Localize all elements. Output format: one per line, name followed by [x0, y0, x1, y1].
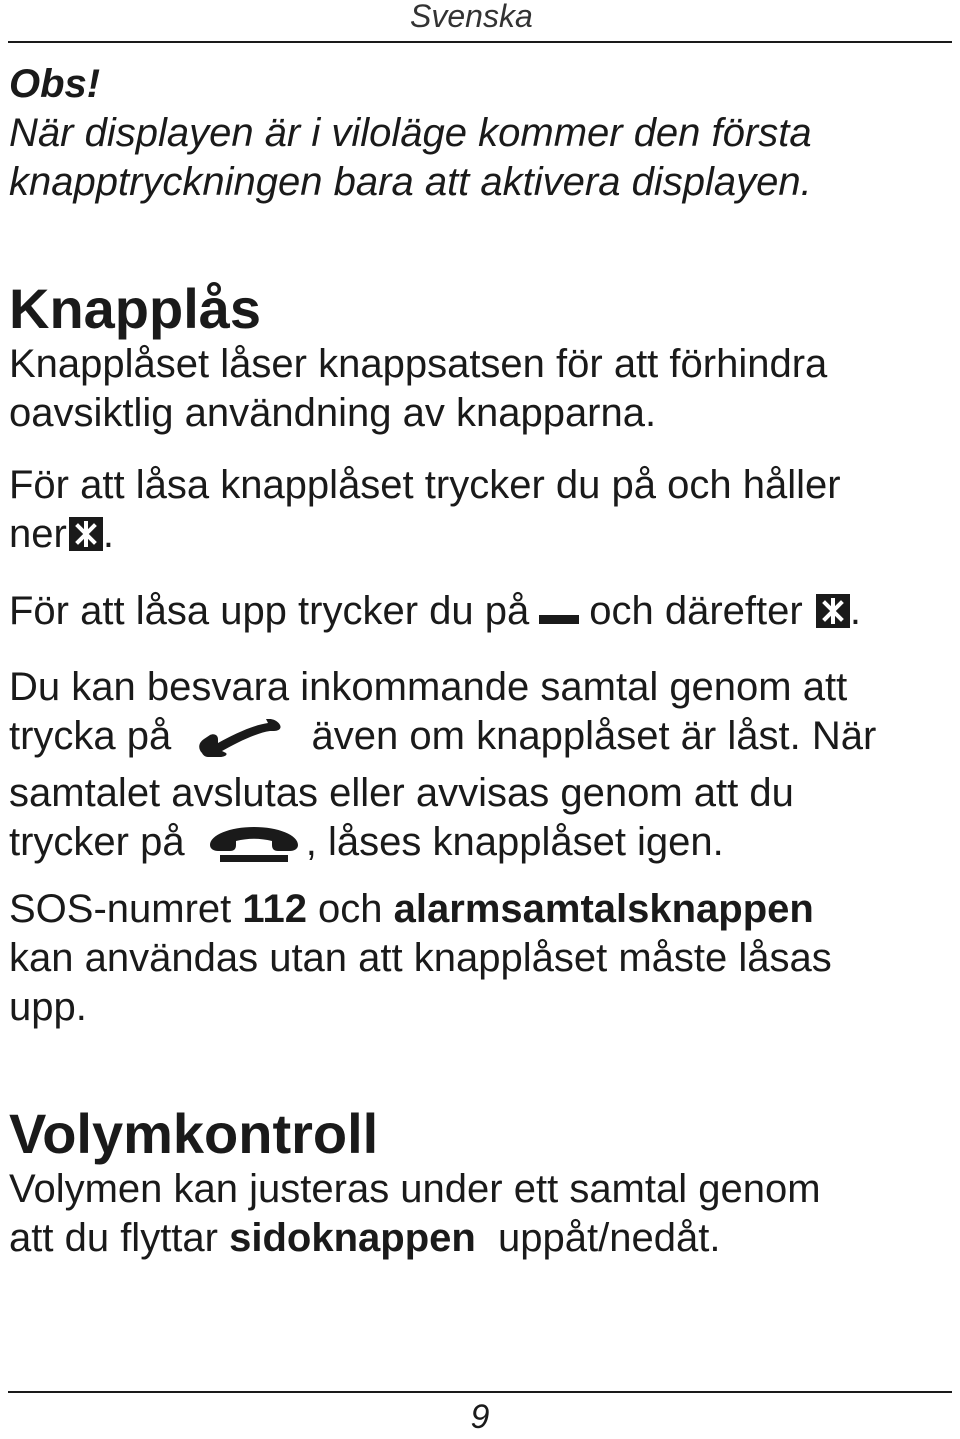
sos-number: 112: [242, 887, 307, 931]
keylock-p5-line-3: upp.: [9, 985, 87, 1029]
volume-heading: Volymkontroll: [9, 1102, 379, 1165]
star-key-icon: [69, 517, 103, 551]
keylock-p2-text-a: ner: [9, 512, 67, 556]
volume-line-2: [9, 1214, 954, 1263]
soft-key-icon: [539, 615, 579, 624]
keylock-p5-text-b: och: [306, 887, 394, 931]
volume-text-a: att du flyttar: [9, 1216, 230, 1260]
keylock-p4-text-a: trycka på: [9, 714, 172, 758]
keylock-p2-line-1: För att låsa knapplåset trycker du på och håller: [9, 463, 841, 507]
volume-section: [9, 1103, 954, 1263]
volume-text-b: uppåt/nedåt.: [475, 1216, 721, 1260]
page-number: 9: [470, 1398, 490, 1436]
keylock-section: [9, 278, 954, 438]
keylock-p1-line-1: Knapplåset låser knappsatsen för att förhindra: [9, 342, 828, 386]
note-section: [9, 60, 954, 207]
keylock-p4: [9, 663, 954, 875]
language-label: Svenska: [410, 0, 533, 34]
keylock-p3: [9, 587, 954, 636]
keylock-p4-line-2: [9, 712, 954, 769]
keylock-p2-text-b: .: [102, 512, 114, 556]
keylock-p1-line-2: oavsiktlig användning av knapparna.: [9, 391, 657, 435]
note-line-2: knapptryckningen bara att aktivera displayen.: [9, 160, 812, 204]
keylock-p2-line-2: [9, 510, 954, 559]
bottom-divider: [8, 1391, 952, 1393]
keylock-p4-line-3: samtalet avslutas eller avvisas genom att du: [9, 771, 794, 815]
keylock-p3-text-a: För att låsa upp trycker du på: [9, 589, 530, 633]
top-divider: [8, 41, 952, 43]
note-line-1: När displayen är i viloläge kommer den första: [9, 111, 812, 155]
keylock-p3-text-c: .: [849, 589, 861, 633]
side-button-term: sidoknappen: [229, 1216, 476, 1260]
volume-line-1: Volymen kan justeras under ett samtal genom: [9, 1167, 821, 1211]
keylock-p2: [9, 461, 954, 559]
keylock-p4-text-c: trycker på: [9, 820, 185, 864]
note-title: Obs!: [9, 62, 101, 106]
alarm-button-term: alarmsamtalsknappen: [393, 887, 814, 931]
keylock-p3-text-b: och därefter: [589, 589, 803, 633]
keylock-p4-text-d: , låses knapplåset igen.: [305, 820, 724, 864]
phone-hangup-icon: [206, 823, 302, 875]
keylock-heading: Knapplås: [9, 277, 262, 340]
keylock-p5: [9, 885, 954, 1032]
keylock-p4-line-4: [9, 818, 954, 875]
star-key-icon: [816, 594, 850, 628]
keylock-p4-text-b: även om knapplåset är låst. När: [311, 714, 877, 758]
phone-answer-icon: [196, 719, 282, 769]
keylock-p4-line-1: Du kan besvara inkommande samtal genom att: [9, 665, 848, 709]
keylock-p5-line-1: [9, 885, 954, 934]
keylock-p5-text-a: SOS-numret: [9, 887, 243, 931]
keylock-p3-line: [9, 587, 954, 636]
keylock-p5-line-2: kan användas utan att knapplåset måste låsas: [9, 936, 832, 980]
